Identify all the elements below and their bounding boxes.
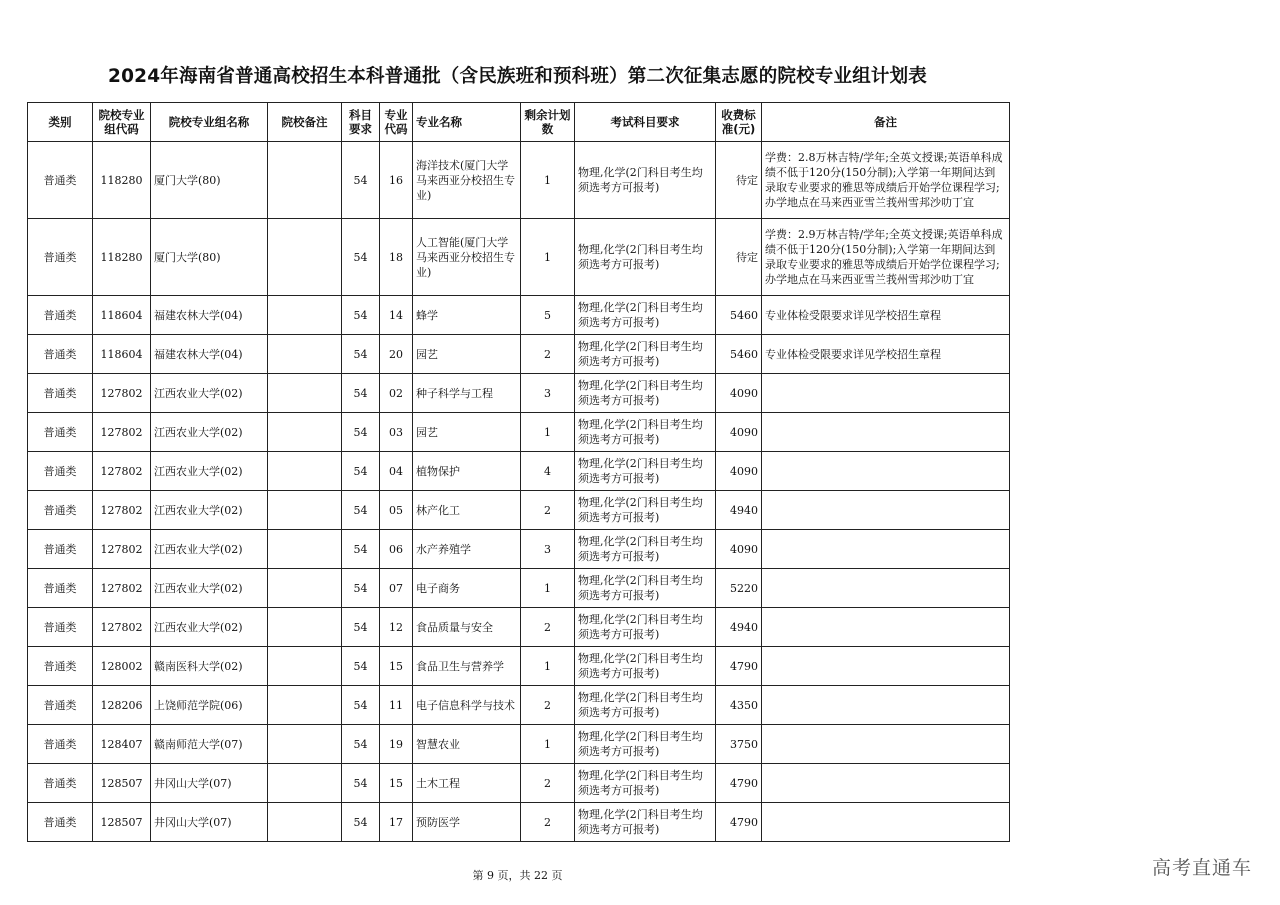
cell-remarks xyxy=(762,530,1010,569)
cell-fee: 4350 xyxy=(716,686,762,725)
cell-fee: 待定 xyxy=(716,219,762,296)
cell-subject-req: 54 xyxy=(342,725,380,764)
cell-major-code: 14 xyxy=(380,296,413,335)
cell-group-code: 118604 xyxy=(93,335,151,374)
cell-group-name: 江西农业大学(02) xyxy=(151,374,268,413)
cell-major-code: 04 xyxy=(380,452,413,491)
cell-group-code: 127802 xyxy=(93,374,151,413)
cell-group-name: 江西农业大学(02) xyxy=(151,491,268,530)
cell-remarks: 学费：2.8万林吉特/学年;全英文授课;英语单科成绩不低于120分(150分制);入学第一年期间达到录取专业要求的雅思等成绩后开始学位课程学习;办学地点在马来西亚雪兰莪州雪邦沙叻丁宜 xyxy=(762,142,1010,219)
cell-group-code: 127802 xyxy=(93,452,151,491)
table-row xyxy=(28,452,1010,491)
header-remarks: 备注 xyxy=(762,103,1010,142)
cell-group-code: 128407 xyxy=(93,725,151,764)
cell-exam-req: 物理,化学(2门科目考生均须选考方可报考) xyxy=(575,413,716,452)
cell-major-name: 园艺 xyxy=(413,335,521,374)
plan-table xyxy=(27,102,1010,842)
cell-exam-req: 物理,化学(2门科目考生均须选考方可报考) xyxy=(575,647,716,686)
cell-group-code: 128507 xyxy=(93,803,151,842)
table-row xyxy=(28,335,1010,374)
cell-exam-req: 物理,化学(2门科目考生均须选考方可报考) xyxy=(575,530,716,569)
cell-major-code: 18 xyxy=(380,219,413,296)
page-footer: 第 9 页，共 22 页 xyxy=(472,869,563,882)
cell-category: 普通类 xyxy=(28,686,93,725)
cell-major-code: 12 xyxy=(380,608,413,647)
header-category: 类别 xyxy=(28,103,93,142)
table-header-row xyxy=(28,103,1010,142)
cell-subject-req: 54 xyxy=(342,335,380,374)
cell-exam-req: 物理,化学(2门科目考生均须选考方可报考) xyxy=(575,452,716,491)
table-row xyxy=(28,725,1010,764)
cell-exam-req: 物理,化学(2门科目考生均须选考方可报考) xyxy=(575,219,716,296)
cell-group-name: 江西农业大学(02) xyxy=(151,530,268,569)
cell-category: 普通类 xyxy=(28,219,93,296)
cell-exam-req: 物理,化学(2门科目考生均须选考方可报考) xyxy=(575,803,716,842)
cell-major-code: 06 xyxy=(380,530,413,569)
cell-school-note xyxy=(268,452,342,491)
cell-subject-req: 54 xyxy=(342,686,380,725)
cell-major-name: 土木工程 xyxy=(413,764,521,803)
cell-remarks xyxy=(762,803,1010,842)
cell-remarks xyxy=(762,452,1010,491)
header-major-name: 专业名称 xyxy=(413,103,521,142)
cell-major-name: 食品卫生与营养学 xyxy=(413,647,521,686)
cell-fee: 4090 xyxy=(716,452,762,491)
table-row xyxy=(28,764,1010,803)
cell-fee: 4790 xyxy=(716,803,762,842)
cell-category: 普通类 xyxy=(28,452,93,491)
cell-group-name: 赣南师范大学(07) xyxy=(151,725,268,764)
cell-remarks xyxy=(762,647,1010,686)
cell-category: 普通类 xyxy=(28,296,93,335)
cell-fee: 4090 xyxy=(716,530,762,569)
table-row xyxy=(28,219,1010,296)
cell-school-note xyxy=(268,803,342,842)
cell-group-name: 福建农林大学(04) xyxy=(151,335,268,374)
cell-exam-req: 物理,化学(2门科目考生均须选考方可报考) xyxy=(575,374,716,413)
cell-fee: 3750 xyxy=(716,725,762,764)
cell-fee: 4940 xyxy=(716,608,762,647)
table-body xyxy=(28,142,1010,842)
cell-subject-req: 54 xyxy=(342,296,380,335)
cell-remaining: 1 xyxy=(521,142,575,219)
cell-subject-req: 54 xyxy=(342,764,380,803)
cell-subject-req: 54 xyxy=(342,142,380,219)
cell-school-note xyxy=(268,413,342,452)
cell-major-code: 11 xyxy=(380,686,413,725)
cell-fee: 4790 xyxy=(716,764,762,803)
cell-school-note xyxy=(268,608,342,647)
cell-major-name: 电子信息科学与技术 xyxy=(413,686,521,725)
cell-major-name: 预防医学 xyxy=(413,803,521,842)
cell-group-name: 赣南医科大学(02) xyxy=(151,647,268,686)
cell-school-note xyxy=(268,142,342,219)
header-fee: 收费标准(元) xyxy=(716,103,762,142)
cell-major-code: 19 xyxy=(380,725,413,764)
header-school-note: 院校备注 xyxy=(268,103,342,142)
page-title: 2024年海南省普通高校招生本科普通批（含民族班和预科班）第二次征集志愿的院校专业组计划表 xyxy=(108,66,927,87)
cell-school-note xyxy=(268,686,342,725)
cell-major-name: 种子科学与工程 xyxy=(413,374,521,413)
cell-major-code: 05 xyxy=(380,491,413,530)
cell-remaining: 2 xyxy=(521,335,575,374)
cell-group-code: 127802 xyxy=(93,608,151,647)
cell-remarks xyxy=(762,608,1010,647)
cell-group-code: 118280 xyxy=(93,142,151,219)
cell-fee: 4090 xyxy=(716,374,762,413)
table-row xyxy=(28,296,1010,335)
cell-major-code: 03 xyxy=(380,413,413,452)
cell-remaining: 3 xyxy=(521,374,575,413)
cell-major-name: 食品质量与安全 xyxy=(413,608,521,647)
cell-school-note xyxy=(268,374,342,413)
cell-school-note xyxy=(268,725,342,764)
cell-group-name: 上饶师范学院(06) xyxy=(151,686,268,725)
cell-group-code: 118280 xyxy=(93,219,151,296)
cell-remaining: 2 xyxy=(521,803,575,842)
cell-school-note xyxy=(268,530,342,569)
cell-major-name: 植物保护 xyxy=(413,452,521,491)
cell-subject-req: 54 xyxy=(342,530,380,569)
cell-school-note xyxy=(268,219,342,296)
cell-fee: 4940 xyxy=(716,491,762,530)
cell-fee: 4790 xyxy=(716,647,762,686)
cell-fee: 5460 xyxy=(716,296,762,335)
cell-exam-req: 物理,化学(2门科目考生均须选考方可报考) xyxy=(575,725,716,764)
cell-major-code: 07 xyxy=(380,569,413,608)
cell-major-name: 园艺 xyxy=(413,413,521,452)
cell-exam-req: 物理,化学(2门科目考生均须选考方可报考) xyxy=(575,569,716,608)
cell-category: 普通类 xyxy=(28,725,93,764)
table-row xyxy=(28,413,1010,452)
header-major-code: 专业代码 xyxy=(380,103,413,142)
cell-school-note xyxy=(268,647,342,686)
cell-major-code: 15 xyxy=(380,764,413,803)
table-row xyxy=(28,569,1010,608)
cell-remaining: 1 xyxy=(521,219,575,296)
table-row xyxy=(28,374,1010,413)
cell-remaining: 2 xyxy=(521,608,575,647)
cell-exam-req: 物理,化学(2门科目考生均须选考方可报考) xyxy=(575,142,716,219)
table-row xyxy=(28,803,1010,842)
cell-remaining: 1 xyxy=(521,725,575,764)
table-row xyxy=(28,142,1010,219)
cell-school-note xyxy=(268,491,342,530)
cell-remaining: 1 xyxy=(521,647,575,686)
cell-subject-req: 54 xyxy=(342,608,380,647)
cell-remaining: 1 xyxy=(521,569,575,608)
header-group-name: 院校专业组名称 xyxy=(151,103,268,142)
cell-major-code: 16 xyxy=(380,142,413,219)
cell-group-code: 127802 xyxy=(93,491,151,530)
cell-category: 普通类 xyxy=(28,569,93,608)
cell-school-note xyxy=(268,335,342,374)
cell-exam-req: 物理,化学(2门科目考生均须选考方可报考) xyxy=(575,296,716,335)
cell-category: 普通类 xyxy=(28,491,93,530)
cell-remaining: 2 xyxy=(521,686,575,725)
cell-school-note xyxy=(268,764,342,803)
cell-group-name: 江西农业大学(02) xyxy=(151,452,268,491)
cell-category: 普通类 xyxy=(28,647,93,686)
cell-category: 普通类 xyxy=(28,608,93,647)
cell-remaining: 5 xyxy=(521,296,575,335)
cell-exam-req: 物理,化学(2门科目考生均须选考方可报考) xyxy=(575,608,716,647)
cell-remaining: 4 xyxy=(521,452,575,491)
cell-subject-req: 54 xyxy=(342,803,380,842)
cell-major-name: 人工智能(厦门大学马来西亚分校招生专业) xyxy=(413,219,521,296)
cell-category: 普通类 xyxy=(28,803,93,842)
cell-group-code: 127802 xyxy=(93,413,151,452)
cell-fee: 待定 xyxy=(716,142,762,219)
header-remaining: 剩余计划数 xyxy=(521,103,575,142)
cell-group-name: 江西农业大学(02) xyxy=(151,413,268,452)
cell-exam-req: 物理,化学(2门科目考生均须选考方可报考) xyxy=(575,491,716,530)
cell-subject-req: 54 xyxy=(342,452,380,491)
cell-major-code: 20 xyxy=(380,335,413,374)
header-group-code: 院校专业组代码 xyxy=(93,103,151,142)
cell-major-name: 蜂学 xyxy=(413,296,521,335)
cell-remarks xyxy=(762,764,1010,803)
cell-remaining: 2 xyxy=(521,764,575,803)
cell-group-name: 厦门大学(80) xyxy=(151,142,268,219)
cell-exam-req: 物理,化学(2门科目考生均须选考方可报考) xyxy=(575,764,716,803)
table-row xyxy=(28,530,1010,569)
cell-remarks xyxy=(762,491,1010,530)
cell-major-name: 海洋技术(厦门大学马来西亚分校招生专业) xyxy=(413,142,521,219)
cell-major-code: 15 xyxy=(380,647,413,686)
cell-subject-req: 54 xyxy=(342,219,380,296)
cell-category: 普通类 xyxy=(28,335,93,374)
cell-subject-req: 54 xyxy=(342,647,380,686)
cell-remarks xyxy=(762,725,1010,764)
cell-exam-req: 物理,化学(2门科目考生均须选考方可报考) xyxy=(575,335,716,374)
cell-group-code: 127802 xyxy=(93,569,151,608)
cell-remaining: 1 xyxy=(521,413,575,452)
cell-group-name: 江西农业大学(02) xyxy=(151,608,268,647)
cell-category: 普通类 xyxy=(28,142,93,219)
cell-school-note xyxy=(268,296,342,335)
table-row xyxy=(28,608,1010,647)
cell-remaining: 3 xyxy=(521,530,575,569)
cell-group-code: 118604 xyxy=(93,296,151,335)
cell-group-name: 厦门大学(80) xyxy=(151,219,268,296)
cell-fee: 4090 xyxy=(716,413,762,452)
cell-remarks xyxy=(762,374,1010,413)
cell-remarks xyxy=(762,569,1010,608)
cell-major-code: 02 xyxy=(380,374,413,413)
cell-major-name: 水产养殖学 xyxy=(413,530,521,569)
cell-group-name: 福建农林大学(04) xyxy=(151,296,268,335)
table-row xyxy=(28,686,1010,725)
cell-group-name: 井冈山大学(07) xyxy=(151,764,268,803)
cell-fee: 5220 xyxy=(716,569,762,608)
cell-group-code: 128507 xyxy=(93,764,151,803)
table-row xyxy=(28,491,1010,530)
cell-category: 普通类 xyxy=(28,374,93,413)
cell-remaining: 2 xyxy=(521,491,575,530)
cell-category: 普通类 xyxy=(28,413,93,452)
watermark: 高考直通车 xyxy=(1151,857,1252,879)
cell-category: 普通类 xyxy=(28,530,93,569)
cell-remarks xyxy=(762,686,1010,725)
cell-subject-req: 54 xyxy=(342,491,380,530)
cell-major-code: 17 xyxy=(380,803,413,842)
cell-category: 普通类 xyxy=(28,764,93,803)
cell-remarks: 专业体检受限要求详见学校招生章程 xyxy=(762,335,1010,374)
cell-major-name: 林产化工 xyxy=(413,491,521,530)
cell-fee: 5460 xyxy=(716,335,762,374)
header-exam-req: 考试科目要求 xyxy=(575,103,716,142)
cell-group-name: 江西农业大学(02) xyxy=(151,569,268,608)
cell-remarks xyxy=(762,413,1010,452)
cell-remarks: 专业体检受限要求详见学校招生章程 xyxy=(762,296,1010,335)
table-row xyxy=(28,647,1010,686)
cell-group-code: 127802 xyxy=(93,530,151,569)
cell-group-code: 128002 xyxy=(93,647,151,686)
cell-group-code: 128206 xyxy=(93,686,151,725)
cell-subject-req: 54 xyxy=(342,374,380,413)
cell-exam-req: 物理,化学(2门科目考生均须选考方可报考) xyxy=(575,686,716,725)
cell-subject-req: 54 xyxy=(342,413,380,452)
cell-school-note xyxy=(268,569,342,608)
header-subject-req: 科目要求 xyxy=(342,103,380,142)
cell-major-name: 智慧农业 xyxy=(413,725,521,764)
cell-subject-req: 54 xyxy=(342,569,380,608)
cell-group-name: 井冈山大学(07) xyxy=(151,803,268,842)
cell-major-name: 电子商务 xyxy=(413,569,521,608)
cell-remarks: 学费：2.9万林吉特/学年;全英文授课;英语单科成绩不低于120分(150分制);入学第一年期间达到录取专业要求的雅思等成绩后开始学位课程学习;办学地点在马来西亚雪兰莪州雪邦沙叻丁宜 xyxy=(762,219,1010,296)
